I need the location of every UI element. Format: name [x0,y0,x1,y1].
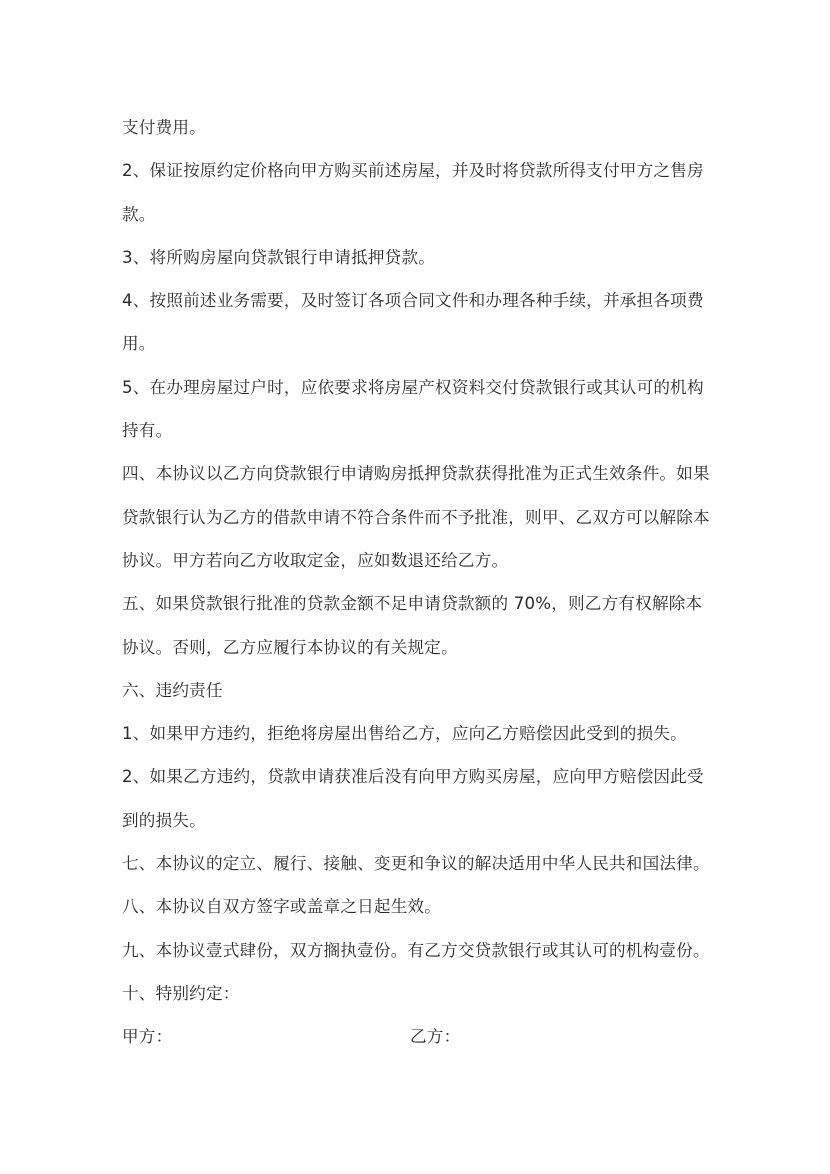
text-line: 2、如果乙方违约，贷款申请获准后没有向甲方购买房屋，应向甲方赔偿因此受 [122,767,704,787]
text-line: 四、本协议以乙方向贷款银行申请购房抵押贷款获得批准为正式生效条件。如果 [122,464,710,484]
text-line: 九、本协议壹式肆份，双方搁执壹份。有乙方交贷款银行或其认可的机构壹份。 [122,940,710,960]
text-line: 五、如果贷款银行批准的贷款金额不足申请贷款额的 70%，则乙方有权解除本 [122,594,703,614]
text-line: 支付费用。 [122,118,206,137]
text-line: 八、本协议自双方签字或盖章之日起生效。 [122,897,442,917]
party-b-label: 乙方： [410,1027,461,1047]
text-line: 十、特别约定： [122,983,240,1003]
text-line: 3、将所购房屋向贷款银行申请抵押贷款。 [122,247,436,267]
text-line: 到的损失。 [122,810,206,830]
text-line: 4、按照前述业务需要，及时签订各项合同文件和办理各种手续，并承担各项费 [122,291,704,311]
text-line: 持有。 [122,421,173,441]
document-lines [122,106,722,1015]
signature-row [122,1015,722,1058]
text-line: 款。 [122,204,156,224]
party-a-label: 甲方： [122,1027,173,1047]
text-line: 协议。否则，乙方应履行本协议的有关规定。 [122,637,458,657]
text-line: 5、在办理房屋过户时，应依要求将房屋产权资料交付贷款银行或其认可的机构 [122,377,704,397]
text-line: 贷款银行认为乙方的借款申请不符合条件而不予批准，则甲、乙双方可以解除本 [122,507,710,527]
text-line: 六、违约责任 [122,680,223,700]
text-line: 1、如果甲方违约，拒绝将房屋出售给乙方，应向乙方赔偿因此受到的损失。 [122,724,687,744]
text-line: 协议。甲方若向乙方收取定金，应如数退还给乙方。 [122,550,509,570]
text-line: 用。 [122,334,156,354]
text-line: 七、本协议的定立、履行、接触、变更和争议的解决适用中华人民共和国法律。 [122,854,710,874]
document-body [122,106,722,1059]
text-line: 2、保证按原约定价格向甲方购买前述房屋，并及时将贷款所得支付甲方之售房 [122,161,704,181]
